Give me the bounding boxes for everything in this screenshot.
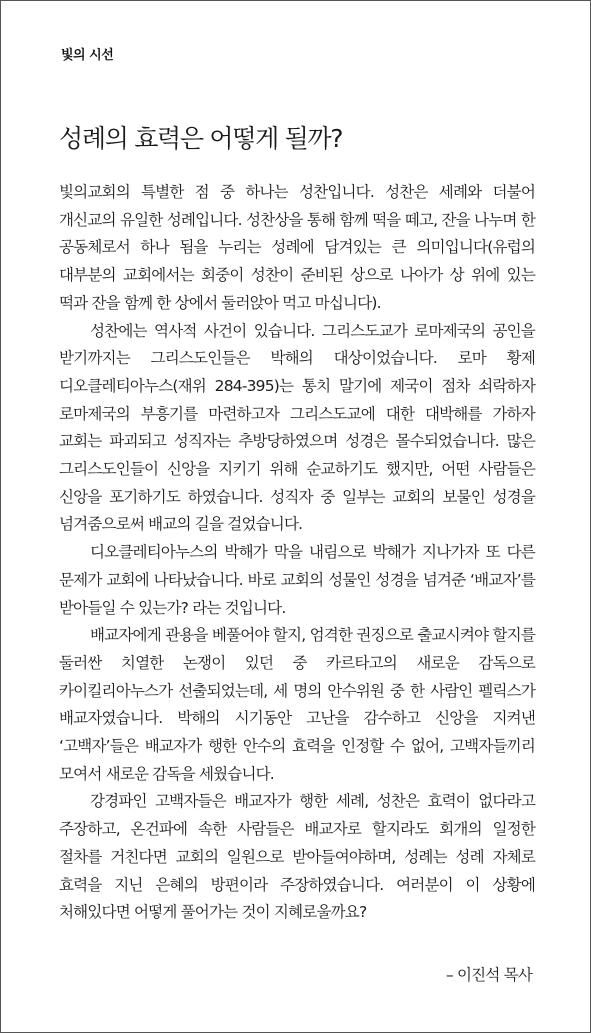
paragraph-3: 디오클레티아누스의 박해가 막을 내림으로 박해가 지나가자 또 다른 문제가 교회에 나타났습니다. 바로 교회의 성물인 성경을 넘겨준 ‘배교자’를 받아들일 수 있는가? 라는 것입니다. bbox=[59, 543, 535, 617]
paragraph-2: 성찬에는 역사적 사건이 있습니다. 그리스도교가 로마제국의 공인을 받기까지는 그리스도인들은 박해의 대상이었습니다. 로마 황제 디오클레티아누스(재위 284-395)는 통치 말기에 제국이 점차 쇠락하자 로마제국의 부흥기를 마련하고자 그리스도교에 대한 대박해를 가하자 교회는 파괴되고 성직자는 추방당하였으며 성경은 몰수되었습니다. 많은 그리스도인들이 신앙을 지키기 위해 순교하기도 했지만, 어떤 사람들은 신앙을 포기하기도 하였습니다. 성직자 중 일부는 교회의 보물인 성경을 넘겨줌으로써 배교의 길을 걸었습니다. bbox=[59, 321, 535, 534]
paragraph-5: 강경파인 고백자들은 배교자가 행한 세례, 성찬은 효력이 없다라고 주장하고, 온건파에 속한 사람들은 배교자로 할지라도 회개의 일정한 절차를 거친다면 교회의 일원으로 받아들여야하며, 성례는 성례 자체로 효력을 지닌 은혜의 방편이라 주장하였습니다. 여러분이 이 상황에 처해있다면 어떻게 풀어가는 것이 지혜로울까요? bbox=[59, 792, 535, 922]
section-label: 빛의 시선 bbox=[61, 48, 114, 63]
author-signature: – 이진석 목사 bbox=[445, 966, 532, 984]
article-title: 성례의 효력은 어떻게 될까? bbox=[59, 124, 343, 153]
paragraph-1: 빛의교회의 특별한 점 중 하나는 성찬입니다. 성찬은 세례와 더불어 개신교의 유일한 성례입니다. 성찬상을 통해 함께 떡을 떼고, 잔을 나누며 한 공동체로서 하나 됨을 누리는 성례에 담겨있는 큰 의미입니다(유럽의 대부분의 교회에서는 회중이 성찬이 준비된 상으로 나아가 상 위에 있는 떡과 잔을 함께 한 상에서 둘러앉아 먹고 마십니다). bbox=[59, 183, 535, 312]
paragraph-4: 배교자에게 관용을 베풀어야 할지, 엄격한 권징으로 출교시켜야 할지를 둘러싼 치열한 논쟁이 있던 중 카르타고의 새로운 감독으로 카이킬리아누스가 선출되었는데, 세 명의 안수위원 중 한 사람인 펠릭스가 배교자였습니다. 박해의 시기동안 고난을 감수하고 신앙을 지켜낸 ‘고백자’들은 배교자가 행한 안수의 효력을 인정할 수 없어, 고백자들끼리 모여서 새로운 감독을 세웠습니다. bbox=[59, 626, 535, 783]
article-body bbox=[59, 179, 535, 927]
